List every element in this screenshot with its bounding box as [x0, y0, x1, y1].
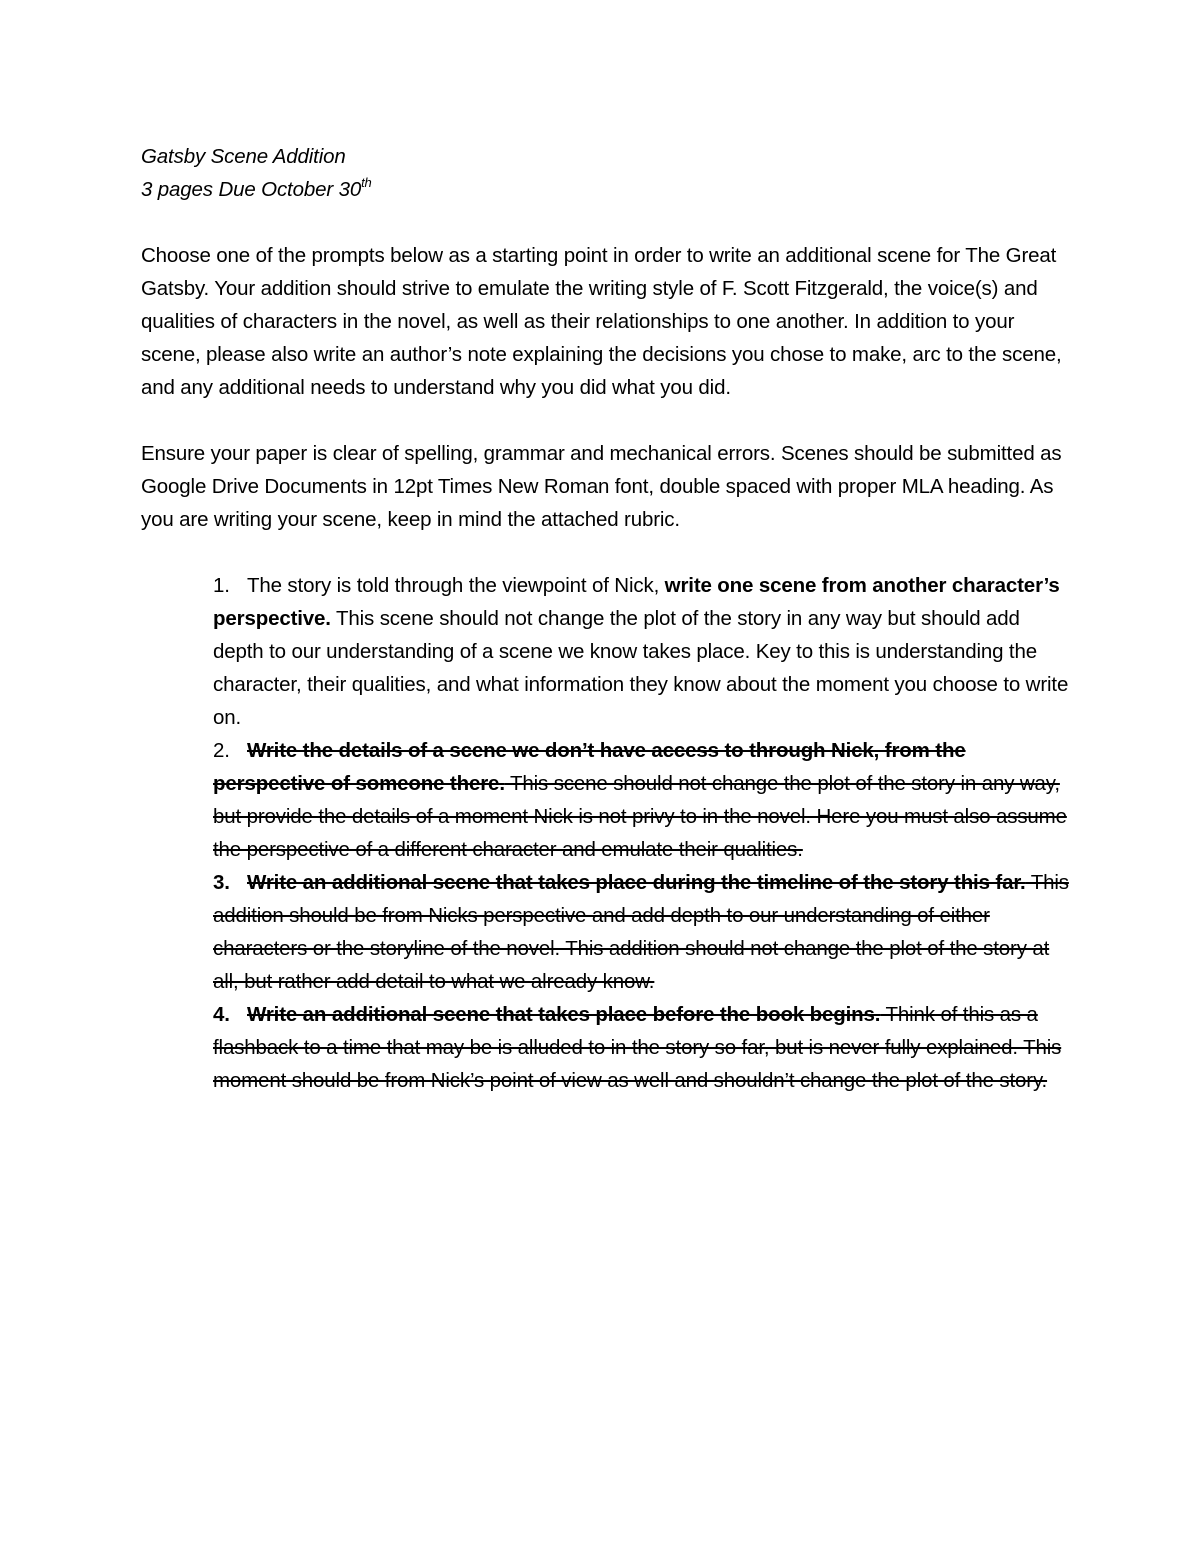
intro-paragraph: Choose one of the prompts below as a starting point in order to write an additional scene for The Great Gatsby. Your addition should strive to emulate the writing style of F. Scott Fitzgerald, the voice(s) and qualities of characters in the novel, as well as their relationships to one another. In addition to your scene, please also write an author’s note explaining the decisions you chose to make, arc to the scene, and any additional needs to understand why you did what you did.	[141, 244, 1062, 399]
prompt-bold: Write an additional scene that takes place during the timeline of the story this far.	[247, 871, 1026, 894]
prompt-item-1	[213, 569, 1073, 734]
prompt-number: 4.	[213, 1003, 230, 1026]
prompt-number: 3.	[213, 871, 230, 894]
prompt-text: This scene should not change the plot of the story in any way, but provide the details of a moment Nick is not privy to in the novel. Here you must also assume the perspective of a different character and emulate their qualities.	[213, 772, 1067, 861]
prompt-item-2	[213, 734, 1073, 866]
prompt-number: 2.	[213, 739, 230, 762]
prompt-text: Think of this as a flashback to a time that may be is alluded to in the story so far, but is never fully explained. This moment should be from Nick’s point of view as well and shouldn’t change the plot of the story.	[213, 1003, 1062, 1092]
due-date-ordinal: th	[361, 175, 372, 191]
spacer	[141, 404, 1071, 437]
prompt-bold: Write an additional scene that takes place before the book begins.	[247, 1003, 881, 1026]
prompt-list	[213, 569, 1073, 1097]
assignment-title: Gatsby Scene Addition	[141, 145, 346, 168]
prompt-text: This scene should not change the plot of the story in any way but should add depth to our understanding of a scene we know takes place. Key to this is understanding the character, their qualities, and what information they know about the moment you choose to write on.	[213, 607, 1069, 729]
due-date-line	[141, 173, 1071, 206]
spacer	[141, 536, 1071, 569]
prompt-item-4	[213, 998, 1073, 1097]
prompt-number: 1.	[213, 574, 230, 597]
spacer	[141, 206, 1071, 239]
document-body	[141, 140, 1071, 1097]
prompt-lead: The story is told through the viewpoint of Nick,	[247, 574, 665, 597]
requirements-paragraph: Ensure your paper is clear of spelling, grammar and mechanical errors. Scenes should be submitted as Google Drive Documents in 12pt Times New Roman font, double spaced with proper MLA heading. As you are writing your scene, keep in mind the attached rubric.	[141, 442, 1062, 531]
due-date-text: 3 pages Due October 30	[141, 178, 362, 201]
prompt-text: This addition should be from Nicks perspective and add depth to our understanding of either characters or the storyline of the novel. This addition should not change the plot of the story at all, but rather add detail to what we already know.	[213, 871, 1069, 993]
prompt-bold: write one scene from another character’s perspective.	[213, 574, 1060, 630]
prompt-item-3	[213, 866, 1073, 998]
prompt-bold: Write the details of a scene we don’t have access to through Nick, from the perspective of someone there.	[213, 739, 966, 795]
